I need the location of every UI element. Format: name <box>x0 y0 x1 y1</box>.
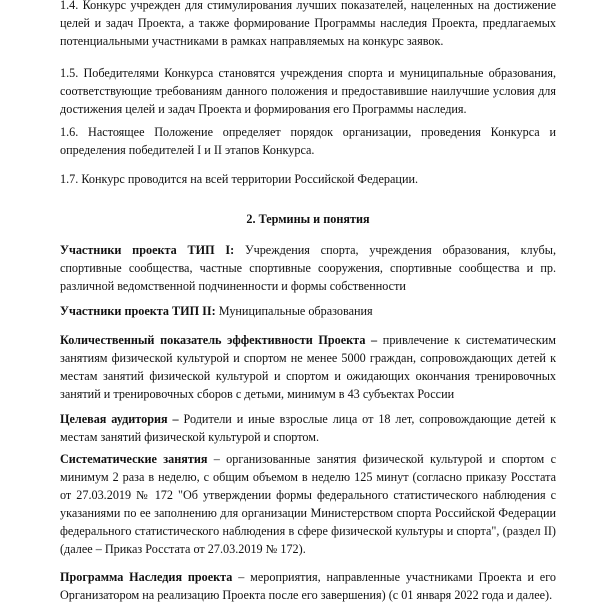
term-label: Целевая аудитория – <box>60 412 179 426</box>
term-type1 <box>60 241 556 295</box>
term-label: Систематические занятия <box>60 452 208 466</box>
term-definition: привлечение к систематическим занятиям физической культурой и спортом не менее 5000 граждан, сопровождающих детей к местам занятий физической культурой и спортом и ожидающих окончания тренировочных занятий и тренировочных сборов с детьми, минимум в 43 субъектах России <box>60 333 557 401</box>
term-legacy <box>60 568 556 604</box>
term-label: Участники проекта ТИП II: <box>60 304 216 318</box>
term-definition: – мероприятия, направленные участниками Проекта и его Организатором на реализацию Проекта после его завершения) (с 01 января 2022 года и далее). <box>60 570 556 602</box>
term-label: Программа Наследия проекта <box>60 570 233 584</box>
term-label: Количественный показатель эффективности Проекта – <box>60 333 378 347</box>
paragraph-1-5: 1.5. Победителями Конкурса становятся учреждения спорта и муниципальные образования, соответствующие требованиям данного положения и предоставившие наилучшие условия для достижения целей и задач Проекта и формирования его Программы наследия. <box>60 66 556 116</box>
term-definition: Муниципальные образования <box>215 304 373 318</box>
term-definition: Родители и иные взрослые лица от 18 лет, сопровождающие детей к местам занятий физической культурой и спортом. <box>60 412 556 444</box>
term-type2 <box>60 302 556 320</box>
term-audience <box>60 410 556 446</box>
term-label: Участники проекта ТИП I: <box>60 243 235 257</box>
paragraph-1-4: 1.4. Конкурс учрежден для стимулирования лучших показателей, нацеленных на достижение целей и задач Проекта, а также формирование Программы наследия Проекта, предлагаемых потенциальными участниками в рамках направляемых на конкурс заявок. <box>60 0 556 48</box>
paragraph-1-6: 1.6. Настоящее Положение определяет порядок организации, проведения Конкурса и определения победителей I и II этапов Конкурса. <box>60 125 556 157</box>
section-heading: 2. Термины и понятия <box>246 212 370 226</box>
paragraph-1-7: 1.7. Конкурс проводится на всей территории Российской Федерации. <box>60 172 419 186</box>
term-systematic <box>60 450 556 558</box>
term-definition: – организованные занятия физической культурой и спортом с минимум 2 раза в неделю, с общим объемом в неделю 125 минут (согласно приказу Росстата от 27.03.2019 № 172 "Об утверждении формы федерального статистического наблюдения с указаниями по ее заполнению для организации Министерством спорта Российской Федерации федерального статистического наблюдения в сфере физической культуры и спорта", (раздел II) (далее – Приказ Росстата от 27.03.2019 № 172). <box>60 452 556 556</box>
term-definition: Учреждения спорта, учреждения образования, клубы, спортивные сообщества, частные спортивные сооружения, спортивные сообщества и пр. различной ведомственной подчиненности и формы собственности <box>60 243 556 293</box>
term-efficiency <box>60 331 556 403</box>
